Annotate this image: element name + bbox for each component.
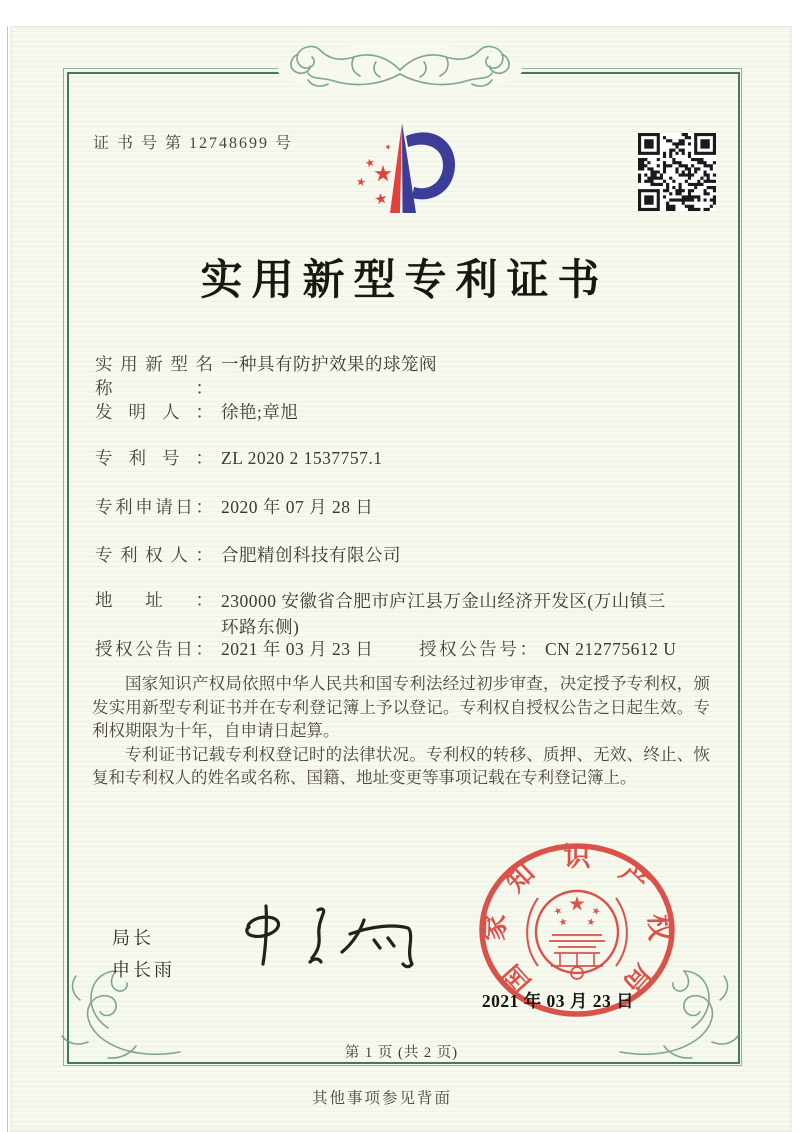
field-label: 发明人： <box>95 402 213 422</box>
page-number: 第 1 页 (共 2 页) <box>344 1045 459 1061</box>
field-value: 一种具有防护效果的球笼阀 <box>221 354 437 374</box>
field-label: 授权公告日： <box>95 639 213 659</box>
seal-char: 产 <box>613 857 655 898</box>
certificate-number: 证 书 号 第 12748699 号 <box>93 135 294 152</box>
seal-char: 国 <box>495 958 537 999</box>
signer-role: 局长 <box>112 928 154 948</box>
certificate-title: 实用新型专利证书 <box>200 258 609 304</box>
field-label: 地址： <box>95 590 213 610</box>
signer-name: 申长雨 <box>112 960 175 980</box>
seal-date: 2021 年 03 月 23 日 <box>481 991 635 1011</box>
legal-paragraph-2: 专利证书记载专利权登记时的法律状况。专利权的转移、质押、无效、终止、恢复和专利权人的姓名或名称、国籍、地址变更等事项记载在专利登记簿上。 <box>92 744 710 787</box>
field-row-patentee <box>95 543 401 567</box>
field-row-filing-date <box>95 495 373 519</box>
field-row-inventor <box>95 400 298 424</box>
seal-char: 识 <box>563 842 591 872</box>
back-side-note: 其他事项参见背面 <box>311 1090 452 1107</box>
legal-text <box>92 672 710 790</box>
field-row-patent-no <box>95 446 382 470</box>
field-value: CN 212775612 U <box>545 639 677 659</box>
qr-code <box>638 133 716 211</box>
cnipa-logo <box>336 112 470 222</box>
field-row-grant <box>95 637 676 661</box>
field-value: ZL 2020 2 1537757.1 <box>221 448 383 468</box>
field-value: 230000 安徽省合肥市庐江县万金山经济开发区(万山镇三环路东侧) <box>221 591 666 637</box>
field-label: 专利号： <box>95 448 213 468</box>
field-label: 授权公告号： <box>419 639 537 659</box>
dragon-ornament <box>276 40 524 98</box>
field-value: 2021 年 03 月 23 日 <box>221 639 374 659</box>
seal-char: 权 <box>643 913 675 942</box>
field-label: 专利申请日： <box>95 497 213 517</box>
field-value: 合肥精创科技有限公司 <box>221 545 401 565</box>
field-value: 徐艳;章旭 <box>221 402 299 422</box>
field-value: 2020 年 07 月 28 日 <box>221 497 374 517</box>
field-label: 专利权人： <box>95 545 213 565</box>
field-row-name <box>95 352 437 400</box>
seal-char: 知 <box>499 857 541 898</box>
seal-char: 局 <box>617 958 659 999</box>
seal-char: 家 <box>479 913 511 942</box>
field-label: 实用新型名称： <box>95 354 213 398</box>
field-row-address <box>95 588 673 640</box>
scan-edge-line <box>7 26 8 1132</box>
legal-paragraph-1: 国家知识产权局依照中华人民共和国专利法经过初步审查，决定授予专利权，颁发实用新型专利证书并在专利登记簿上予以登记。专利权自授权公告之日起生效。专利权期限为十年，自申请日起算。 <box>92 674 710 740</box>
signature-handwriting <box>222 888 432 988</box>
